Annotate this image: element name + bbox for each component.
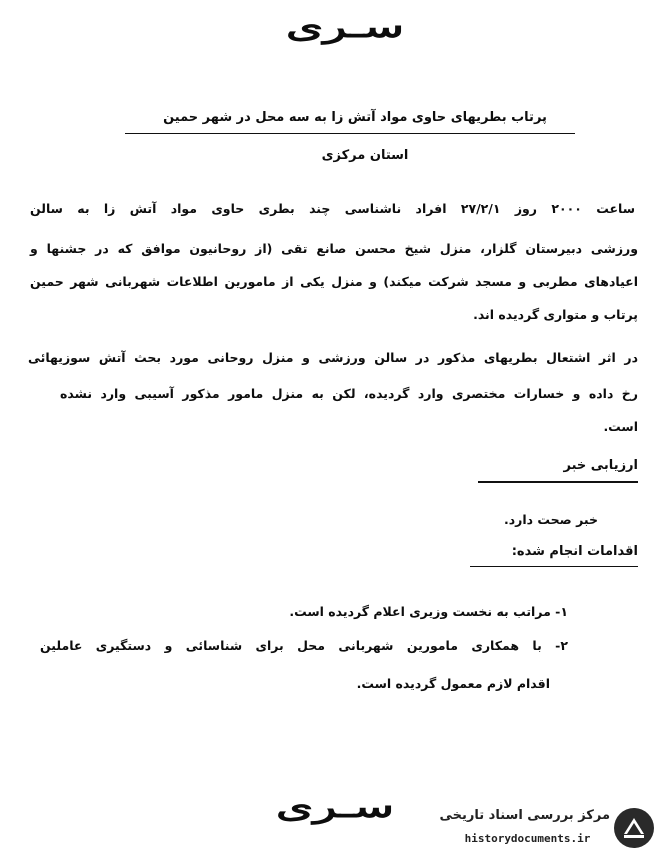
assessment-underline: [478, 481, 638, 483]
province-title: استان مرکزی: [321, 148, 409, 163]
action-item: اقدام لازم معمول گردیده است.: [356, 676, 550, 691]
archive-logo-icon: [612, 806, 656, 850]
paragraph2-line: رخ داده و خسارات مختصری وارد گردیده، لکن به منزل مامور مذکور آسیبی وارد نشده: [60, 386, 638, 401]
action-item: ۲- با همکاری مامورین شهربانی محل برای شناسائی و دستگیری عاملین: [40, 638, 568, 653]
assessment-text: خبر صحت دارد.: [504, 512, 598, 527]
archive-website: historydocuments.ir: [464, 832, 591, 845]
action-item: ۱- مراتب به نخست وزیری اعلام گردیده است.: [289, 604, 568, 619]
classification-header: سـرى: [285, 10, 405, 45]
paragraph2-line: در اثر اشتعال بطریهای مذکور در سالن ورزشی و منزل روحانی مورد بحث آتش سوزیهائی: [28, 350, 638, 365]
actions-underline: [470, 566, 638, 567]
paragraph2-line: است.: [603, 419, 638, 434]
actions-heading: اقدامات انجام شده:: [511, 544, 638, 559]
paragraph1-line: پرتاب و متواری گردیده اند.: [473, 307, 638, 322]
paragraph1-line: اعیادهای مطربی و مسجد شرکت میکند) و منزل یکی از مامورین اطلاعات شهربانی شهر حمین: [30, 274, 638, 289]
subject-underline: [125, 133, 575, 134]
subject-title: پرتاب بطریهای حاوی مواد آتش زا به سه محل در شهر حمین: [163, 110, 547, 125]
archive-logo-text: مرکز بررسی اسناد تاریخی: [439, 808, 610, 823]
classification-footer: سـرى: [275, 790, 395, 825]
paragraph1-line: ورزشی دبیرستان گلزار، منزل شیخ محسن صانع تقی (از روحانیون موافق که در جشنها و: [30, 241, 638, 256]
assessment-heading: ارزیابی خبر: [563, 458, 638, 473]
paragraph1-line: ساعت ۲۰۰۰ روز ۲۷/۲/۱ افراد ناشناسی چند بطری حاوی مواد آتش زا به سالن: [30, 201, 635, 216]
